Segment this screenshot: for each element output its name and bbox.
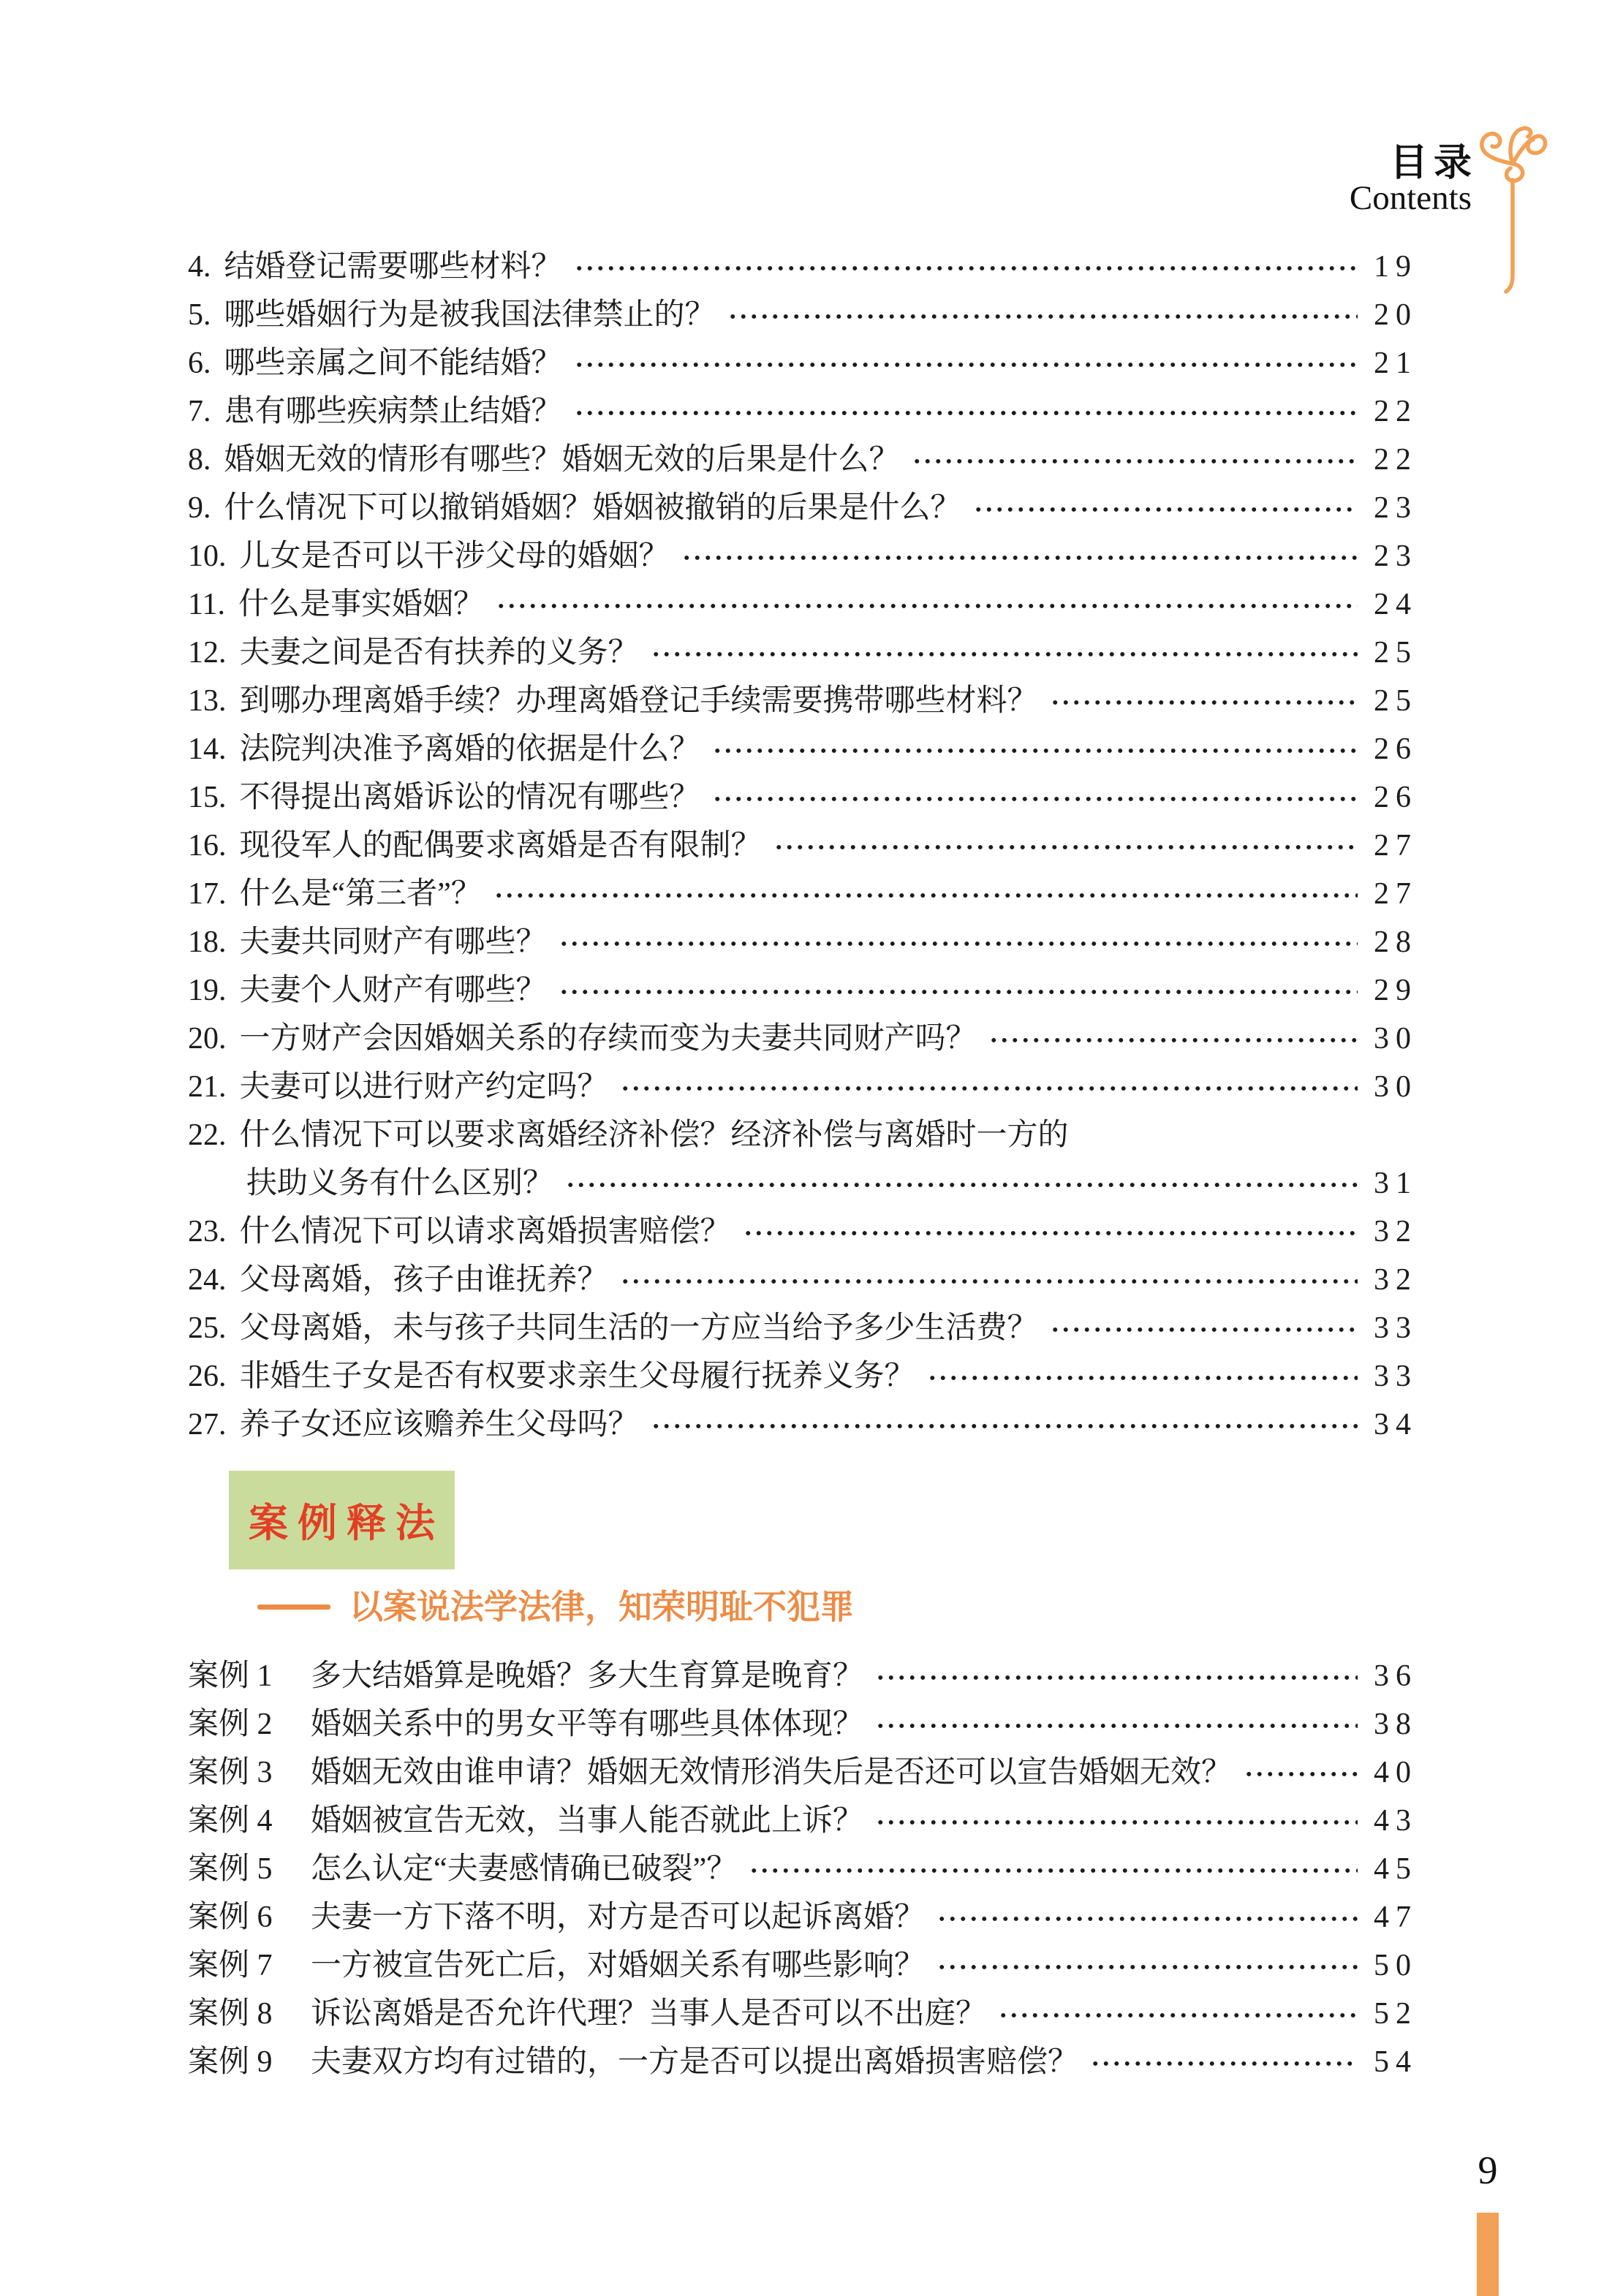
toc-item-line (188, 1208, 1418, 1256)
page-title-english: Contents (1349, 179, 1472, 217)
dot-leader (651, 646, 1358, 662)
dot-leader (559, 984, 1358, 1000)
toc-item-number: 23. (188, 1215, 227, 1249)
case-item (188, 1941, 1418, 1990)
toc-item-number: 12. (188, 636, 227, 670)
toc-item-page: 22 (1374, 395, 1418, 428)
toc-item-page: 26 (1374, 732, 1418, 766)
toc-item (188, 1256, 1418, 1304)
toc-item-line (188, 1304, 1418, 1352)
case-item-line (188, 1797, 1418, 1845)
case-item-title: 多大结婚算是晚婚？多大生育算是晚育？ (311, 1659, 864, 1693)
toc-item (188, 387, 1418, 436)
case-item-page: 47 (1374, 1901, 1418, 1934)
toc-item (188, 339, 1418, 387)
toc-item-number: 27. (188, 1408, 227, 1441)
toc-item (188, 1352, 1418, 1401)
dot-leader (743, 1225, 1358, 1241)
toc-item-title: 夫妻共同财产有哪些？ (239, 925, 547, 959)
toc-item-title: 父母离婚，未与孩子共同生活的一方应当给予多少生活费？ (239, 1311, 1038, 1345)
toc-item-page: 29 (1374, 974, 1418, 1007)
case-item-label: 案例 8 (188, 1997, 273, 2031)
case-item-page: 50 (1374, 1949, 1418, 1982)
toc-item-page: 32 (1374, 1263, 1418, 1297)
case-item (188, 2038, 1418, 2086)
case-item-line (188, 1893, 1418, 1941)
toc-item-number: 24. (188, 1263, 227, 1297)
case-item-line (188, 1652, 1418, 1700)
case-item-title: 夫妻一方下落不明，对方是否可以起诉离婚？ (311, 1901, 926, 1934)
toc-item-page: 23 (1374, 539, 1418, 573)
case-item (188, 1652, 1418, 1700)
case-item-title: 婚姻关系中的男女平等有哪些具体体现？ (311, 1708, 864, 1741)
toc-item (188, 773, 1418, 822)
case-item-page: 54 (1374, 2045, 1418, 2079)
toc-item (188, 725, 1418, 773)
toc-item-page: 28 (1374, 925, 1418, 959)
toc-item-title: 夫妻之间是否有扶养的义务？ (239, 636, 639, 670)
toc-item-line (188, 532, 1418, 580)
toc-item-line (188, 1063, 1418, 1111)
toc-item-page: 20 (1374, 298, 1418, 332)
dot-leader (937, 1959, 1358, 1975)
toc-item-line (188, 1256, 1418, 1304)
toc-item (188, 243, 1418, 291)
dot-leader (875, 1718, 1358, 1734)
case-item-title: 怎么认定“夫妻感情确已破裂”？ (311, 1852, 738, 1886)
toc-item-line (188, 629, 1418, 677)
case-list (188, 1652, 1418, 2086)
toc-item-page: 26 (1374, 781, 1418, 814)
dot-leader (1050, 694, 1358, 711)
toc-item-number: 11. (188, 588, 225, 621)
toc-item-page: 23 (1374, 491, 1418, 525)
dot-leader (927, 1370, 1358, 1386)
case-item-page: 45 (1374, 1852, 1418, 1886)
toc-item (188, 677, 1418, 725)
toc-item-number: 17. (188, 877, 227, 911)
case-item (188, 1797, 1418, 1845)
toc-item-title: 哪些亲属之间不能结婚？ (224, 346, 562, 380)
toc-item-line (188, 243, 1418, 291)
case-item-line (188, 1700, 1418, 1748)
toc-item (188, 580, 1418, 629)
dot-leader (574, 405, 1358, 421)
toc-item-title: 儿女是否可以干涉父母的婚姻？ (239, 539, 670, 573)
toc-item (188, 1401, 1418, 1449)
toc-item-title: 什么是事实婚姻？ (238, 588, 484, 621)
toc-item-line (188, 870, 1418, 918)
content-column (188, 243, 1418, 2086)
toc-item-number: 8. (188, 443, 211, 477)
toc-item-line (188, 725, 1418, 773)
dot-leader (998, 2007, 1358, 2023)
dot-leader (620, 1080, 1358, 1096)
toc-item-title: 夫妻可以进行财产约定吗？ (239, 1070, 608, 1104)
case-item-title: 婚姻被宣告无效，当事人能否就此上诉？ (311, 1804, 864, 1838)
toc-item-page: 31 (1374, 1167, 1418, 1200)
toc-item-number: 13. (188, 684, 227, 718)
section-subtitle (257, 1588, 1411, 1625)
toc-item-line (188, 387, 1418, 436)
toc-item-line (188, 677, 1418, 725)
toc-item-number: 15. (188, 781, 227, 814)
toc-item (188, 1111, 1418, 1208)
dot-leader (565, 1177, 1358, 1193)
subtitle-dash (257, 1604, 330, 1610)
case-item-label: 案例 3 (188, 1756, 273, 1789)
toc-item-title: 什么情况下可以撤销婚姻？婚姻被撤销的后果是什么？ (224, 491, 961, 525)
toc-item (188, 484, 1418, 532)
toc-item-number: 22. (188, 1118, 227, 1152)
case-item-page: 36 (1374, 1659, 1418, 1693)
case-item-title: 诉讼离婚是否允许代理？当事人是否可以不出庭？ (311, 1997, 987, 2031)
toc-item-title: 哪些婚姻行为是被我国法律禁止的？ (224, 298, 716, 332)
toc-item-title: 父母离婚，孩子由谁抚养？ (239, 1263, 608, 1297)
toc-item-number: 7. (188, 395, 211, 428)
toc-item (188, 291, 1418, 339)
flourish-ornament-icon (1475, 121, 1548, 297)
toc-item-title: 法院判决准予离婚的依据是什么？ (239, 732, 700, 766)
dot-leader (1050, 1322, 1358, 1338)
toc-item-line (188, 918, 1418, 966)
toc-item-title: 非婚生子女是否有权要求亲生父母履行抚养义务？ (239, 1360, 915, 1393)
toc-item (188, 1015, 1418, 1063)
case-item-page: 43 (1374, 1804, 1418, 1838)
toc-item-page: 25 (1374, 684, 1418, 718)
folio-page-number: 9 (1478, 2148, 1498, 2192)
case-item-line (188, 2038, 1418, 2086)
toc-item-line (188, 436, 1418, 484)
toc-item-title: 到哪办理离婚手续？办理离婚登记手续需要携带哪些材料？ (239, 684, 1038, 718)
section-heading (229, 1471, 1411, 1569)
dot-leader (875, 1814, 1358, 1830)
toc-item-title: 养子女还应该赡养生父母吗？ (239, 1408, 639, 1441)
toc-item (188, 822, 1418, 870)
toc-item-page: 30 (1374, 1022, 1418, 1056)
toc-item-line (188, 1401, 1418, 1449)
toc-item (188, 1208, 1418, 1256)
toc-item (188, 436, 1418, 484)
toc-item-page: 33 (1374, 1311, 1418, 1345)
toc-item-page: 24 (1374, 588, 1418, 621)
toc-item-line (188, 339, 1418, 387)
section-badge: 案例释法 (229, 1471, 455, 1569)
case-item-label: 案例 4 (188, 1804, 273, 1838)
case-item-line (188, 1990, 1418, 2038)
case-item-label: 案例 9 (188, 2045, 273, 2079)
toc-item-continuation-line (188, 1159, 1418, 1208)
toc-item-line (188, 484, 1418, 532)
toc-item-page: 32 (1374, 1215, 1418, 1249)
case-item-title: 夫妻双方均有过错的，一方是否可以提出离婚损害赔偿？ (311, 2045, 1079, 2079)
toc-item-number: 19. (188, 974, 227, 1007)
case-item (188, 1893, 1418, 1941)
toc-item-title: 夫妻个人财产有哪些？ (239, 974, 547, 1007)
case-item-label: 案例 1 (188, 1659, 273, 1693)
toc-item-page: 27 (1374, 877, 1418, 911)
toc-item-line (188, 1352, 1418, 1401)
toc-item (188, 1304, 1418, 1352)
toc-item-number: 14. (188, 732, 227, 766)
case-item-page: 40 (1374, 1756, 1418, 1789)
toc-item-number: 21. (188, 1070, 227, 1104)
toc-list (188, 243, 1418, 1449)
toc-item-title-continued: 扶助义务有什么区别？ (246, 1167, 554, 1200)
toc-item (188, 966, 1418, 1015)
toc-item (188, 1063, 1418, 1111)
toc-item-title: 什么是“第三者”？ (239, 877, 482, 911)
toc-item-number: 9. (188, 491, 211, 525)
toc-item-page: 27 (1374, 829, 1418, 863)
toc-item-title: 现役军人的配偶要求离婚是否有限制？ (239, 829, 762, 863)
toc-item (188, 918, 1418, 966)
toc-item-line (188, 822, 1418, 870)
dot-leader (493, 887, 1358, 903)
toc-item-number: 16. (188, 829, 227, 863)
page-title: 目录 (1389, 142, 1478, 184)
case-item-label: 案例 7 (188, 1949, 273, 1982)
toc-item-number: 4. (188, 250, 211, 284)
dot-leader (1090, 2056, 1358, 2072)
toc-item-title: 一方财产会因婚姻关系的存续而变为夫妻共同财产吗？ (239, 1022, 977, 1056)
toc-item (188, 870, 1418, 918)
case-item (188, 1845, 1418, 1893)
toc-item-line (188, 1015, 1418, 1063)
case-item-page: 52 (1374, 1997, 1418, 2031)
toc-item-number: 10. (188, 539, 227, 573)
subtitle-text: 以案说法学法律，知荣明耻不犯罪 (349, 1588, 854, 1626)
toc-item-page: 34 (1374, 1408, 1418, 1441)
toc-item-title: 什么情况下可以要求离婚经济补偿？经济补偿与离婚时一方的 (239, 1118, 1069, 1152)
case-item-label: 案例 6 (188, 1901, 273, 1934)
case-item (188, 1748, 1418, 1797)
dot-leader (574, 260, 1358, 276)
toc-item-line (188, 1111, 1411, 1159)
toc-item-page: 19 (1374, 250, 1418, 284)
dot-leader (574, 357, 1358, 373)
toc-item-number: 18. (188, 925, 227, 959)
toc-item-title: 什么情况下可以请求离婚损害赔偿？ (239, 1215, 731, 1249)
toc-item-title: 患有哪些疾病禁止结婚？ (224, 395, 562, 428)
toc-item (188, 532, 1418, 580)
toc-item-line (188, 966, 1418, 1015)
toc-item-number: 6. (188, 346, 211, 380)
footer-accent-bar (1477, 2213, 1499, 2296)
toc-item-line (188, 291, 1418, 339)
toc-item-line (188, 580, 1418, 629)
case-item-label: 案例 2 (188, 1708, 273, 1741)
dot-leader (937, 1911, 1358, 1927)
case-item-line (188, 1941, 1418, 1990)
case-item-page: 38 (1374, 1708, 1418, 1741)
toc-item-page: 25 (1374, 636, 1418, 670)
toc-item-title: 不得提出离婚诉讼的情况有哪些？ (239, 781, 700, 814)
dot-leader (651, 1418, 1358, 1434)
dot-leader (973, 501, 1358, 518)
toc-item-number: 20. (188, 1022, 227, 1056)
case-item-title: 一方被宣告死亡后，对婚姻关系有哪些影响？ (311, 1949, 926, 1982)
case-item-title: 婚姻无效由谁申请？婚姻无效情形消失后是否还可以宣告婚姻无效？ (311, 1756, 1233, 1789)
dot-leader (988, 1032, 1358, 1048)
toc-item-title: 结婚登记需要哪些材料？ (224, 250, 562, 284)
toc-item-page: 33 (1374, 1360, 1418, 1393)
dot-leader (1244, 1766, 1358, 1782)
dot-leader (875, 1670, 1358, 1686)
dot-leader (496, 598, 1358, 614)
dot-leader (727, 308, 1358, 325)
toc-item-page: 30 (1374, 1070, 1418, 1104)
toc-item-number: 5. (188, 298, 211, 332)
dot-leader (559, 936, 1358, 952)
toc-item-page: 21 (1374, 346, 1418, 380)
case-item-line (188, 1748, 1418, 1797)
toc-item-number: 26. (188, 1360, 227, 1393)
dot-leader (620, 1273, 1358, 1289)
dot-leader (712, 743, 1358, 759)
case-item-line (188, 1845, 1418, 1893)
dot-leader (749, 1863, 1358, 1879)
dot-leader (712, 791, 1358, 807)
toc-item-number: 25. (188, 1311, 227, 1345)
case-item-label: 案例 5 (188, 1852, 273, 1886)
toc-item-page: 22 (1374, 443, 1418, 477)
toc-item-title: 婚姻无效的情形有哪些？婚姻无效的后果是什么？ (224, 443, 900, 477)
dot-leader (912, 453, 1358, 469)
toc-item (188, 629, 1418, 677)
case-item (188, 1990, 1418, 2038)
case-item (188, 1700, 1418, 1748)
dot-leader (773, 839, 1358, 855)
dot-leader (681, 550, 1358, 566)
toc-item-line (188, 773, 1418, 822)
